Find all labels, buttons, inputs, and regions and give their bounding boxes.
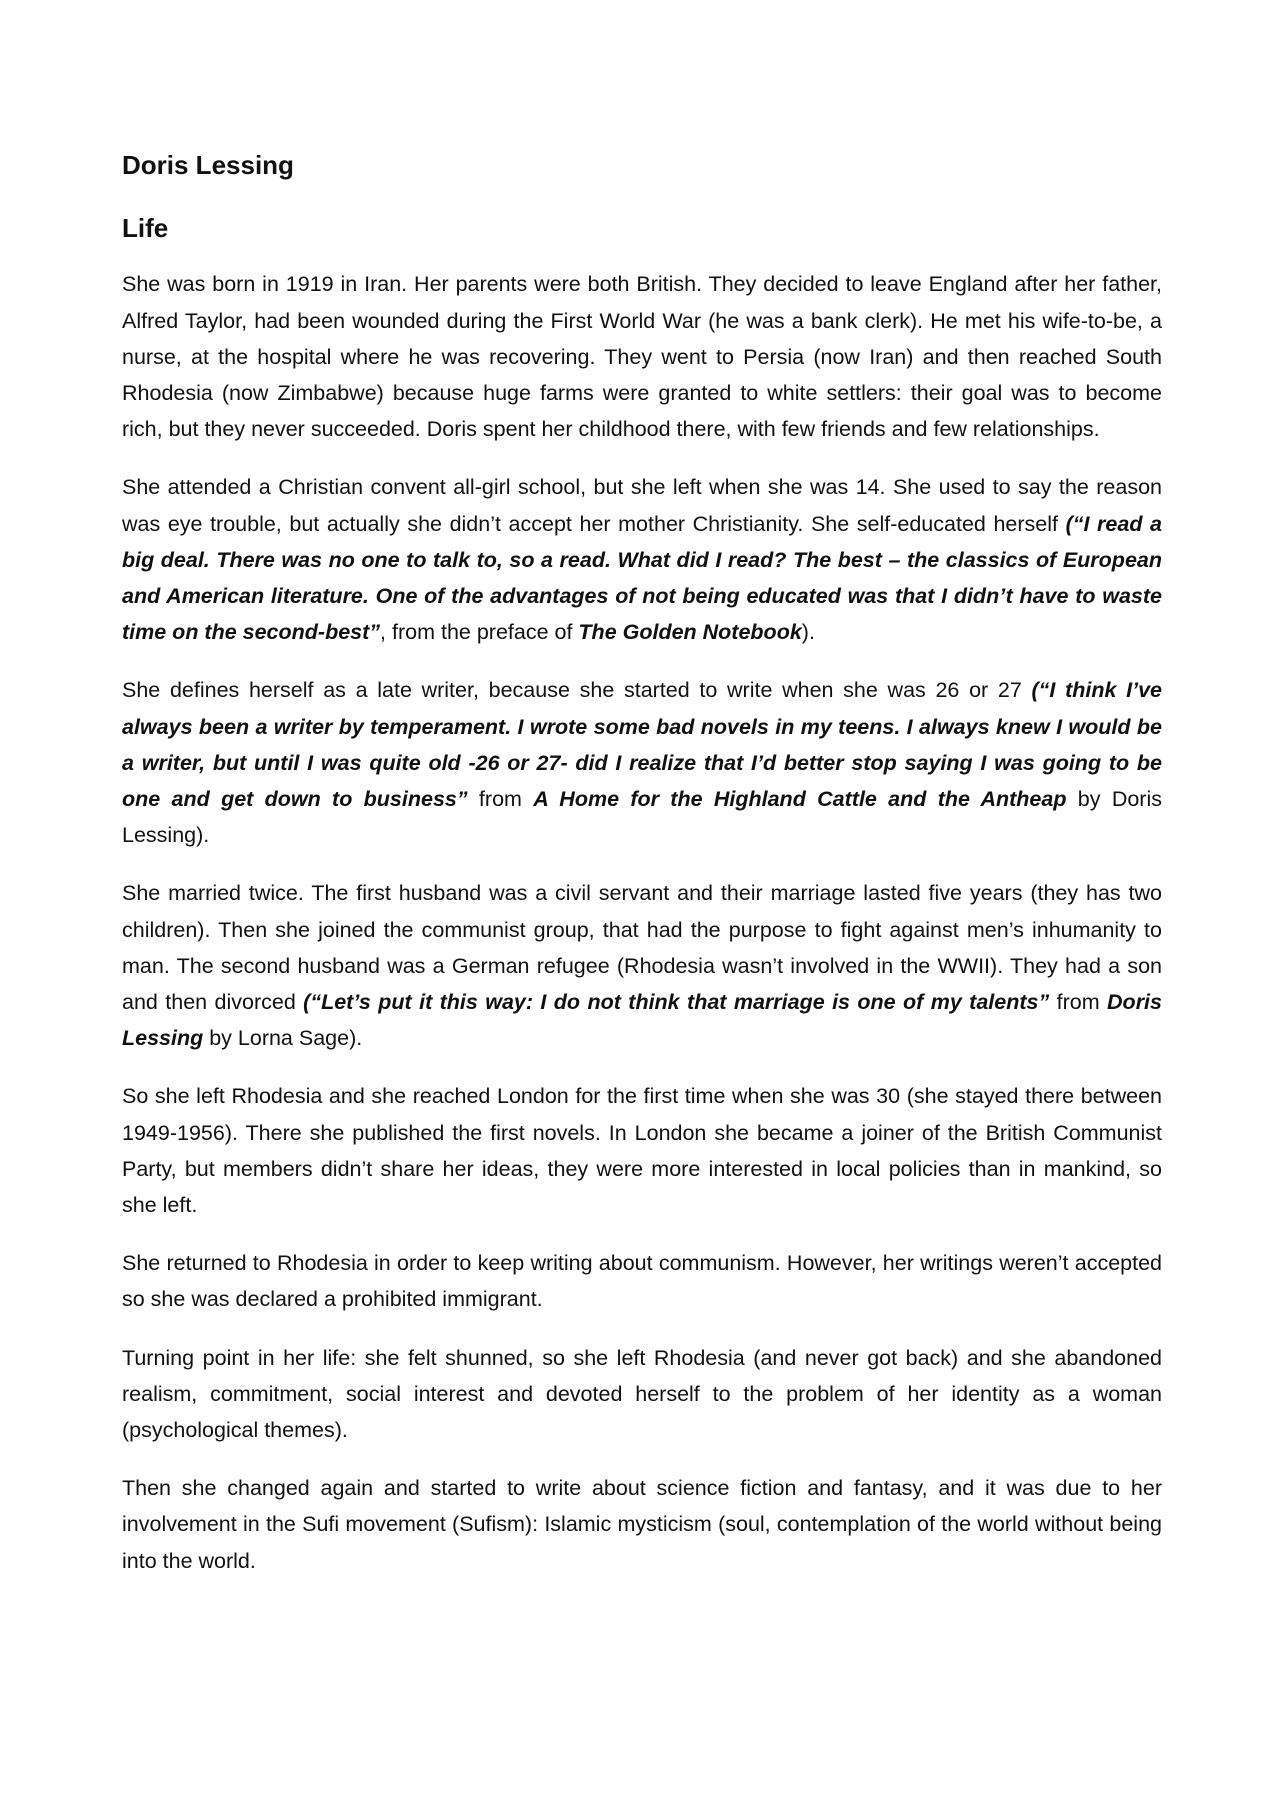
paragraph-text: She was born in 1919 in Iran. Her parents were both British. They decided to leave England after her father, Alfred Taylor, had been wounded during the First World War (he was a bank clerk). He met his wife-to-be, a nurse, at the hospital where he was recovering. They went to Persia (now Iran) and then reached South Rhodesia (now Zimbabwe) because huge farms were granted to white settlers: their goal was to become rich, but they never succeeded. Doris spent her childhood there, with few friends and few relationships. [122, 272, 1162, 442]
paragraph-text: , from the preface of [380, 620, 579, 645]
paragraph-turning-point [122, 1340, 1162, 1449]
paragraph-text: by Doris Lessing). [122, 787, 1162, 848]
paragraph-text: from [1049, 990, 1108, 1015]
paragraph-text: She attended a Christian convent all-girl school, but she left when she was 14. She used to say the reason was eye trouble, but actually she didn’t accept her mother Christianity. She self-educated herself [122, 475, 1162, 536]
quote-text: (“I think I’ve always been a writer by temperament. I wrote some bad novels in my teens. I always knew I would be a writer, but until I was quite old -26 or 27- did I realize that I’d better stop saying I was going to be one and get down to business” [122, 678, 1162, 812]
book-title: Doris Lessing [122, 990, 1162, 1051]
paragraph-marriage [122, 875, 1162, 1056]
paragraph-late-writer [122, 672, 1162, 853]
paragraph-text: So she left Rhodesia and she reached London for the first time when she was 30 (she stayed there between 1949-1956). There she published the first novels. In London she became a joiner of the British Communist Party, but members didn’t share her ideas, they were more interested in local policies than in mankind, so she left. [122, 1084, 1162, 1218]
book-title: A Home for the Highland Cattle and the Antheap [533, 787, 1067, 812]
paragraph-text: from [467, 787, 534, 812]
paragraph-london [122, 1078, 1162, 1223]
paragraph-education [122, 469, 1162, 650]
paragraph-sufism [122, 1470, 1162, 1579]
paragraph-text: ). [801, 620, 815, 645]
paragraph-return [122, 1245, 1162, 1317]
section-heading-life: Life [122, 213, 169, 244]
book-title: The Golden Notebook [578, 620, 802, 645]
paragraph-text: Then she changed again and started to write about science fiction and fantasy, and it was due to her involvement in the Sufi movement (Sufism): Islamic mysticism (soul, contemplation of the world without being into the world. [122, 1476, 1162, 1573]
document-page [122, 150, 1162, 1601]
paragraph-text: Turning point in her life: she felt shunned, so she left Rhodesia (and never got back) and she abandoned realism, commitment, social interest and devoted herself to the problem of her identity as a woman (psychological themes). [122, 1345, 1162, 1443]
quote-text: (“Let’s put it this way: I do not think that marriage is one of my talents” [303, 990, 1050, 1015]
paragraph-text: by Lorna Sage). [203, 1026, 363, 1051]
paragraph-text: She married twice. The first husband was a civil servant and their marriage lasted five years (they has two children). Then she joined the communist group, that had the purpose to fight against men’s inhumanity to man. The second husband was a German refugee (Rhodesia wasn’t involved in the WWII). They had a son and then divorced [122, 881, 1162, 1015]
paragraph-text: She returned to Rhodesia in order to keep writing about communism. However, her writings weren’t accepted so she was declared a prohibited immigrant. [122, 1251, 1162, 1312]
paragraph-birth [122, 266, 1162, 447]
paragraph-text: She defines herself as a late writer, because she started to write when she was 26 or 27 [122, 678, 1032, 703]
quote-text: (“I read a big deal. There was no one to talk to, so a read. What did I read? The best – the classics of European and American literature. One of the advantages of not being educated was that I didn’t have to waste time on the second-best” [122, 511, 1163, 645]
document-title: Doris Lessing [122, 150, 294, 180]
